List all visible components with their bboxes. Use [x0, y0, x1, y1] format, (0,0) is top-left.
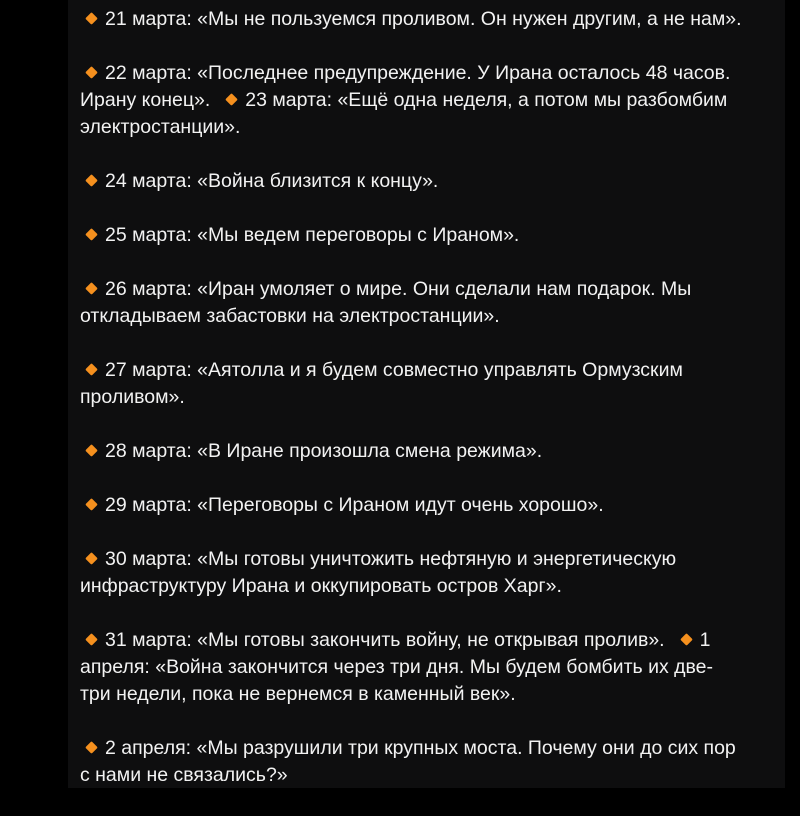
orange-diamond-icon — [85, 12, 98, 25]
post-line: 26 марта: «Иран умоляет о мире. Они сделали нам подарок. Мы — [105, 278, 692, 300]
post-30-march — [80, 546, 742, 600]
post-25-march — [80, 222, 742, 249]
post-line: 1 — [699, 629, 711, 651]
orange-diamond-icon — [85, 66, 98, 79]
orange-diamond-icon — [85, 498, 98, 511]
post-line: 27 марта: «Аятолла и я будем совместно управлять Ормузским — [105, 359, 683, 381]
post-line: три недели, пока не вернемся в каменный век». — [80, 683, 516, 705]
orange-diamond-icon — [85, 552, 98, 565]
post-22-23-march — [80, 60, 742, 141]
post-line: 29 марта: «Переговоры с Ираном идут очень хорошо». — [105, 494, 604, 516]
post-2-april — [80, 735, 742, 789]
post-line: 22 марта: «Последнее предупреждение. У Ирана осталось 48 часов. — [105, 62, 731, 84]
post-27-march — [80, 357, 742, 411]
post-21-march — [80, 6, 742, 33]
orange-diamond-icon — [85, 282, 98, 295]
post-line: апреля: «Война закончится через три дня. Мы будем бомбить их две- — [80, 656, 713, 678]
orange-diamond-icon — [225, 93, 238, 106]
orange-diamond-icon — [85, 633, 98, 646]
post-line: 28 марта: «В Иране произошла смена режима». — [105, 440, 543, 462]
post-line: 21 марта: «Мы не пользуемся проливом. Он нужен другим, а не нам». — [105, 8, 742, 30]
post-line: Ирану конец». — [80, 89, 211, 111]
post-line: 30 марта: «Мы готовы уничтожить нефтяную и энергетическую — [105, 548, 677, 570]
post-29-march — [80, 492, 742, 519]
orange-diamond-icon — [85, 174, 98, 187]
orange-diamond-icon — [85, 228, 98, 241]
message-text — [80, 6, 742, 816]
post-line: 23 марта: «Ещё одна неделя, а потом мы разбомбим — [245, 89, 728, 111]
orange-diamond-icon — [85, 444, 98, 457]
post-24-march — [80, 168, 742, 195]
post-line: 31 марта: «Мы готовы закончить войну, не открывая пролив». — [105, 629, 665, 651]
post-line: проливом». — [80, 386, 185, 408]
orange-diamond-icon — [85, 363, 98, 376]
post-28-march — [80, 438, 742, 465]
post-31-march-1-april — [80, 627, 742, 708]
post-line: электростанции». — [80, 116, 241, 138]
post-line: 25 марта: «Мы ведем переговоры с Ираном». — [105, 224, 520, 246]
post-line: инфраструктуру Ирана и оккупировать остров Харг». — [80, 575, 562, 597]
post-line: с нами не связались?» — [80, 764, 288, 786]
orange-diamond-icon — [85, 741, 98, 754]
orange-diamond-icon — [680, 633, 693, 646]
post-line: откладываем забастовки на электростанции». — [80, 305, 500, 327]
post-line: 24 марта: «Война близится к концу». — [105, 170, 439, 192]
post-line: 2 апреля: «Мы разрушили три крупных моста. Почему они до сих пор — [105, 737, 736, 759]
post-26-march — [80, 276, 742, 330]
